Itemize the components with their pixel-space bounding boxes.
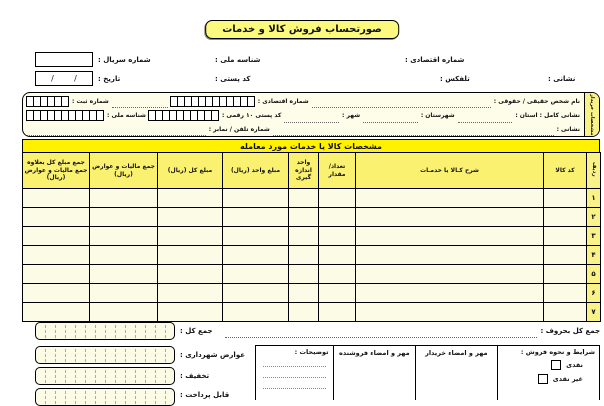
item-row: [23, 227, 601, 246]
item-cell[interactable]: [544, 303, 587, 322]
address-label: نشانی :: [548, 75, 576, 83]
item-cell[interactable]: [23, 189, 90, 208]
col-header-total-price: مبلغ کل (ریال): [158, 153, 223, 189]
item-cell[interactable]: [90, 189, 158, 208]
buyer-national-id-label: شناسه ملی :: [106, 112, 146, 120]
footer-section: [255, 345, 600, 400]
col-header-tax-duties: جمع مالیات و عوارض (ریال): [90, 153, 158, 189]
national-id-label: شناسه ملی :: [215, 56, 261, 64]
serial-number-label: شماره سریال :: [98, 56, 151, 64]
item-cell[interactable]: [223, 227, 289, 246]
buyer-signature-cell[interactable]: [415, 346, 497, 400]
buyer-section: [22, 92, 600, 137]
notes-field[interactable]: [263, 356, 326, 367]
buyer-county-field[interactable]: [363, 115, 418, 123]
item-cell[interactable]: [544, 189, 587, 208]
row-number: ۶: [587, 284, 601, 303]
item-cell[interactable]: [289, 208, 319, 227]
item-cell[interactable]: [158, 284, 223, 303]
item-cell[interactable]: [289, 284, 319, 303]
row-number: ۵: [587, 265, 601, 284]
item-cell[interactable]: [356, 208, 544, 227]
item-cell[interactable]: [90, 303, 158, 322]
cash-checkbox[interactable]: [551, 360, 561, 370]
notes-cell: [256, 346, 333, 400]
row-number: ۱: [587, 189, 601, 208]
item-cell[interactable]: [223, 208, 289, 227]
discount-box[interactable]: [35, 367, 175, 385]
row-number: ۴: [587, 246, 601, 265]
item-cell[interactable]: [356, 265, 544, 284]
buyer-rows: [23, 93, 584, 136]
municipal-tax-label: عوارض شهرداری :: [180, 351, 245, 359]
buyer-postal-digit-boxes[interactable]: [149, 110, 219, 121]
item-cell[interactable]: [356, 303, 544, 322]
buyer-phone-field[interactable]: [27, 128, 206, 136]
item-cell[interactable]: [223, 246, 289, 265]
buyer-postal10-label: کد پستی ۱۰ رقمی :: [221, 112, 282, 120]
buyer-row-1: [27, 94, 580, 109]
item-cell[interactable]: [289, 227, 319, 246]
item-cell[interactable]: [158, 227, 223, 246]
col-header-grand-total: جمع مبلغ کل بعلاوه جمع مالیات و عوارض (ریال): [23, 153, 90, 189]
item-cell[interactable]: [289, 189, 319, 208]
item-cell[interactable]: [319, 208, 356, 227]
buyer-province-field[interactable]: [458, 115, 513, 123]
item-cell[interactable]: [90, 246, 158, 265]
buyer-signature-label: مهر و امضاء خریدار: [425, 349, 488, 357]
buyer-name-label: نام شخص حقیقی / حقوقی :: [493, 97, 580, 105]
item-cell[interactable]: [544, 208, 587, 227]
items-header-row: [23, 153, 601, 189]
cash-option: [502, 360, 583, 370]
payable-box[interactable]: [35, 388, 175, 406]
col-header-quantity: تعداد/ مقدار: [319, 153, 356, 189]
non-cash-label: غیر نقدی: [552, 375, 583, 383]
buyer-address-field[interactable]: [273, 128, 554, 136]
item-cell[interactable]: [223, 284, 289, 303]
item-cell[interactable]: [356, 189, 544, 208]
item-cell[interactable]: [223, 265, 289, 284]
economic-number-label: شماره اقتصادی :: [405, 56, 465, 64]
item-cell[interactable]: [23, 265, 90, 284]
col-header-description: شرح کـالا یا خدمـات: [356, 153, 544, 189]
buyer-address-label: نشانی :: [556, 125, 580, 133]
total-amount-label: جمع کل :: [180, 327, 213, 335]
item-cell[interactable]: [23, 246, 90, 265]
payable-label: قابل پرداخت :: [180, 391, 230, 399]
item-cell[interactable]: [319, 246, 356, 265]
item-row: [23, 284, 601, 303]
item-cell[interactable]: [544, 227, 587, 246]
buyer-economic-digit-boxes[interactable]: [171, 96, 255, 107]
sale-terms-label: شرایط و نحوه فروش :: [520, 348, 595, 356]
discount-label: تخفیف :: [180, 372, 210, 380]
buyer-full-address-label: نشانی کامل : استان :: [515, 112, 580, 120]
notes-field[interactable]: [263, 378, 326, 389]
item-cell[interactable]: [544, 265, 587, 284]
col-header-unit-price: مبلغ واحد (ریال): [223, 153, 289, 189]
buyer-city-label: شهر :: [342, 112, 361, 120]
item-cell[interactable]: [223, 303, 289, 322]
item-row: [23, 208, 601, 227]
item-cell[interactable]: [223, 189, 289, 208]
item-row: [23, 189, 601, 208]
item-cell[interactable]: [23, 227, 90, 246]
item-cell[interactable]: [90, 227, 158, 246]
buyer-national-id-digit-boxes[interactable]: [27, 110, 104, 121]
non-cash-checkbox[interactable]: [538, 374, 548, 384]
seller-signature-label: مهر و امضاء فروشنده: [339, 349, 410, 357]
item-cell[interactable]: [544, 284, 587, 303]
total-in-words-field[interactable]: [225, 330, 537, 338]
postal-code-label: کد پستی :: [215, 75, 251, 83]
buyer-city-field[interactable]: [284, 115, 339, 123]
seller-signature-cell[interactable]: [333, 346, 416, 400]
buyer-county-label: شهرستان :: [420, 112, 455, 120]
item-cell[interactable]: [544, 246, 587, 265]
item-cell[interactable]: [319, 303, 356, 322]
date-label: تاریخ :: [98, 75, 121, 83]
buyer-section-side-strip: [584, 93, 599, 136]
item-cell[interactable]: [289, 265, 319, 284]
municipal-tax-box[interactable]: [35, 346, 175, 364]
buyer-section-side-label: مشخصات خریدار: [589, 93, 595, 136]
item-row: [23, 265, 601, 284]
notes-label: توضیحات :: [294, 348, 329, 356]
items-table: [22, 152, 601, 322]
item-cell[interactable]: [158, 303, 223, 322]
item-cell[interactable]: [23, 284, 90, 303]
form-title: صورتحساب فروش کالا و خدمات: [205, 20, 399, 39]
item-cell[interactable]: [289, 246, 319, 265]
item-row: [23, 303, 601, 322]
row-number: ۳: [587, 227, 601, 246]
cash-label: نقدی: [566, 361, 583, 369]
item-cell[interactable]: [289, 303, 319, 322]
col-header-product-code: کد کالا: [544, 153, 587, 189]
item-cell[interactable]: [90, 208, 158, 227]
buyer-row-3: [27, 123, 580, 135]
item-cell[interactable]: [319, 227, 356, 246]
item-cell[interactable]: [158, 189, 223, 208]
item-cell[interactable]: [90, 265, 158, 284]
notes-field[interactable]: [263, 367, 326, 378]
buyer-register-label: شماره ثبت :: [72, 97, 109, 105]
item-cell[interactable]: [356, 227, 544, 246]
item-cell[interactable]: [90, 284, 158, 303]
item-cell[interactable]: [356, 246, 544, 265]
col-header-row-number: ردیف: [587, 153, 601, 189]
item-cell[interactable]: [158, 208, 223, 227]
row-number: ۷: [587, 303, 601, 322]
item-cell[interactable]: [319, 265, 356, 284]
sale-terms-cell: [497, 346, 599, 400]
buyer-row1-spacer: [112, 100, 168, 108]
col-header-unit: واحد اندازه گیری: [289, 153, 319, 189]
row-number: ۲: [587, 208, 601, 227]
date-field[interactable]: / /: [35, 71, 93, 86]
total-amount-box[interactable]: [35, 322, 175, 340]
item-cell[interactable]: [23, 208, 90, 227]
buyer-economic-label: شماره اقتصادی :: [257, 97, 309, 105]
telefax-label: تلفکس :: [440, 75, 470, 83]
item-cell[interactable]: [23, 303, 90, 322]
total-in-words-label: جمع کل بحروف :: [540, 327, 600, 335]
item-cell[interactable]: [158, 246, 223, 265]
buyer-row-2: [27, 109, 580, 124]
item-cell[interactable]: [319, 189, 356, 208]
item-cell[interactable]: [158, 265, 223, 284]
item-cell[interactable]: [356, 284, 544, 303]
total-in-words-row: [225, 324, 600, 338]
buyer-name-field[interactable]: [312, 100, 491, 108]
item-cell[interactable]: [319, 284, 356, 303]
item-row: [23, 246, 601, 265]
buyer-register-digit-boxes[interactable]: [27, 96, 69, 107]
items-section-title: مشخصات کالا یا خدمات مورد معامله: [22, 139, 600, 152]
non-cash-option: [502, 374, 583, 384]
serial-number-field[interactable]: [35, 52, 93, 67]
buyer-phone-label: شماره تلفن / نمابر :: [208, 125, 270, 133]
